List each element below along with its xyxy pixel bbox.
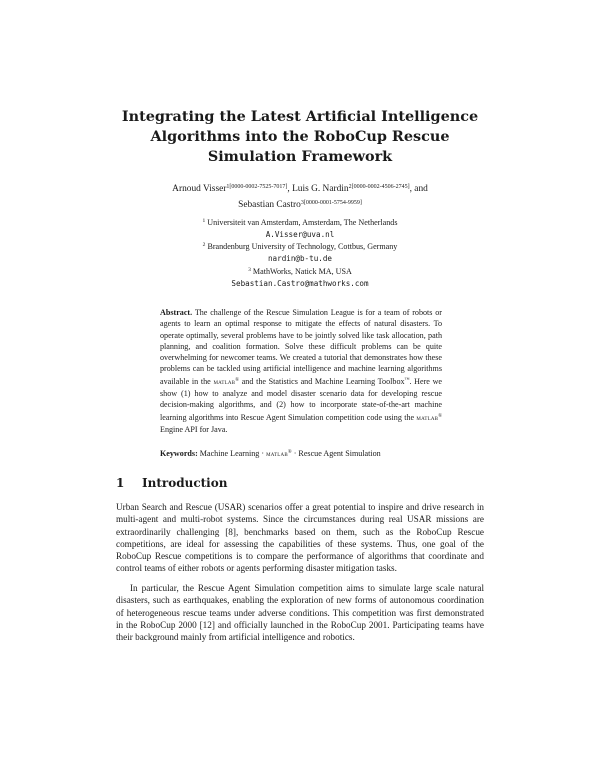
abstract [160,307,442,435]
author-nardin-orcid: 2[0000-0002-4506-2745] [348,184,410,190]
affiliation-name: Universiteit van Amsterdam, Amsterdam, The Netherlands [207,218,398,227]
registered-mark: ® [235,377,240,383]
author-visser: Arnoud Visser [172,184,227,194]
section-number: 1 [116,476,125,490]
affiliation-number: 3 [248,266,251,273]
title-line-1: Integrating the Latest Artificial Intelligence [121,108,479,125]
abstract-text-2: and the Statistics and Machine Learning Toolbox [241,376,405,386]
author-list: Arnoud Visser$^{1[0000-0002-7525-7017]}$, Luis G. Nardin$^{2[0000-0002-4506-2745]}$, and Sebastian Castro$^{3[0000-0001-5754-9959]}$ [172,184,428,210]
affiliation-3 [120,265,480,278]
affiliations [120,216,480,289]
keyword-1: Machine Learning · [199,449,265,458]
keywords-label: Keywords: [160,449,198,458]
abstract-text-4: Engine API for Java. [160,424,228,434]
author-castro-orcid: 3[0000-0001-5754-9959] [300,200,362,206]
section-title: Introduction [142,476,228,490]
abstract-text-3: . Here we show (1) how to analyze and model disaster scenario data for developing rescue decision-making algorithms, and (2) how to incorporate state-of-the-art machine learning algorithms into Rescue Agent Simulation competition code using the [160,376,443,422]
affiliation-email[interactable]: A.Visser@uva.nl [265,229,335,239]
trademark-mark: ™ [404,377,410,383]
keyword-3: · Rescue Agent Simulation [293,449,381,458]
affiliation-email[interactable]: nardin@b-tu.de [267,254,332,264]
affiliation-2 [120,240,480,253]
title-line-3: Simulation Framework [207,148,393,165]
author-castro: Sebastian Castro [238,200,301,210]
affiliation-name: MathWorks, Natick MA, USA [252,266,352,276]
section-heading [116,476,227,490]
title-line-2: Algorithms into the RoboCup Rescue [150,128,450,145]
affiliation-1 [120,216,480,229]
affiliation-number: 1 [202,218,206,224]
keyword-2: matlab [266,450,288,458]
author-visser-orcid: 1[0000-0002-7525-7017] [226,184,288,190]
affiliation-number: 2 [202,242,206,249]
author-nardin: Luis G. Nardin [292,184,349,194]
registered-mark: ® [438,413,442,419]
affiliation-email[interactable]: Sebastian.Castro@mathworks.com [231,278,369,288]
abstract-label: Abstract. [160,308,193,317]
intro-paragraph-2: In particular, the Rescue Agent Simulation competition aims to simulate large scale natural disasters, such as earthquakes, enabling the exploration of new forms of autonomous coordination of heterogeneous rescue teams under adverse conditions. This competition was first demonstrated in the RoboCup 2000 [12] and officially launched in the RoboCup 2001. Participating teams have their background mainly from artificial intelligence and robotics. [116,583,484,643]
registered-mark: ® [287,450,292,455]
intro-paragraph-1: Urban Search and Rescue (USAR) scenarios offer a great potential to inspire and drive research in multi-agent and multi-robot systems. Since the circumstances during real USAR missions are extraordinarily challenging [8], benchmarks based on them, such as the RoboCup Rescue competitions, are ideal for assessing the capabilities of these systems. Thus, one goal of the RoboCup Rescue competitions is to compare the performance of algorithms that coordinate and control teams of either robots or agents performing disaster mitigation tasks. [116,502,484,574]
matlab-name: matlab [213,377,236,386]
matlab-name: matlab [416,413,439,422]
abstract-text-1: The challenge of the Rescue Simulation League is for a team of robots or agents to learn an optimal response to mitigate the effects of natural disasters. To operate optimally, several problems have to be jointly solved like task allocation, path planning, and coalition formation. Solve these difficult problems can be quite overwhelming for newcomer teams. We created a tutorial that demonstrates how these problems can be tackled using artificial intelligence and machine learning algorithms available in the [160,308,442,386]
paper-title [100,107,500,167]
keywords [160,447,450,460]
affiliation-name: Brandenburg University of Technology, Cottbus, Germany [207,242,398,252]
author-conjunction: , and [409,184,428,194]
